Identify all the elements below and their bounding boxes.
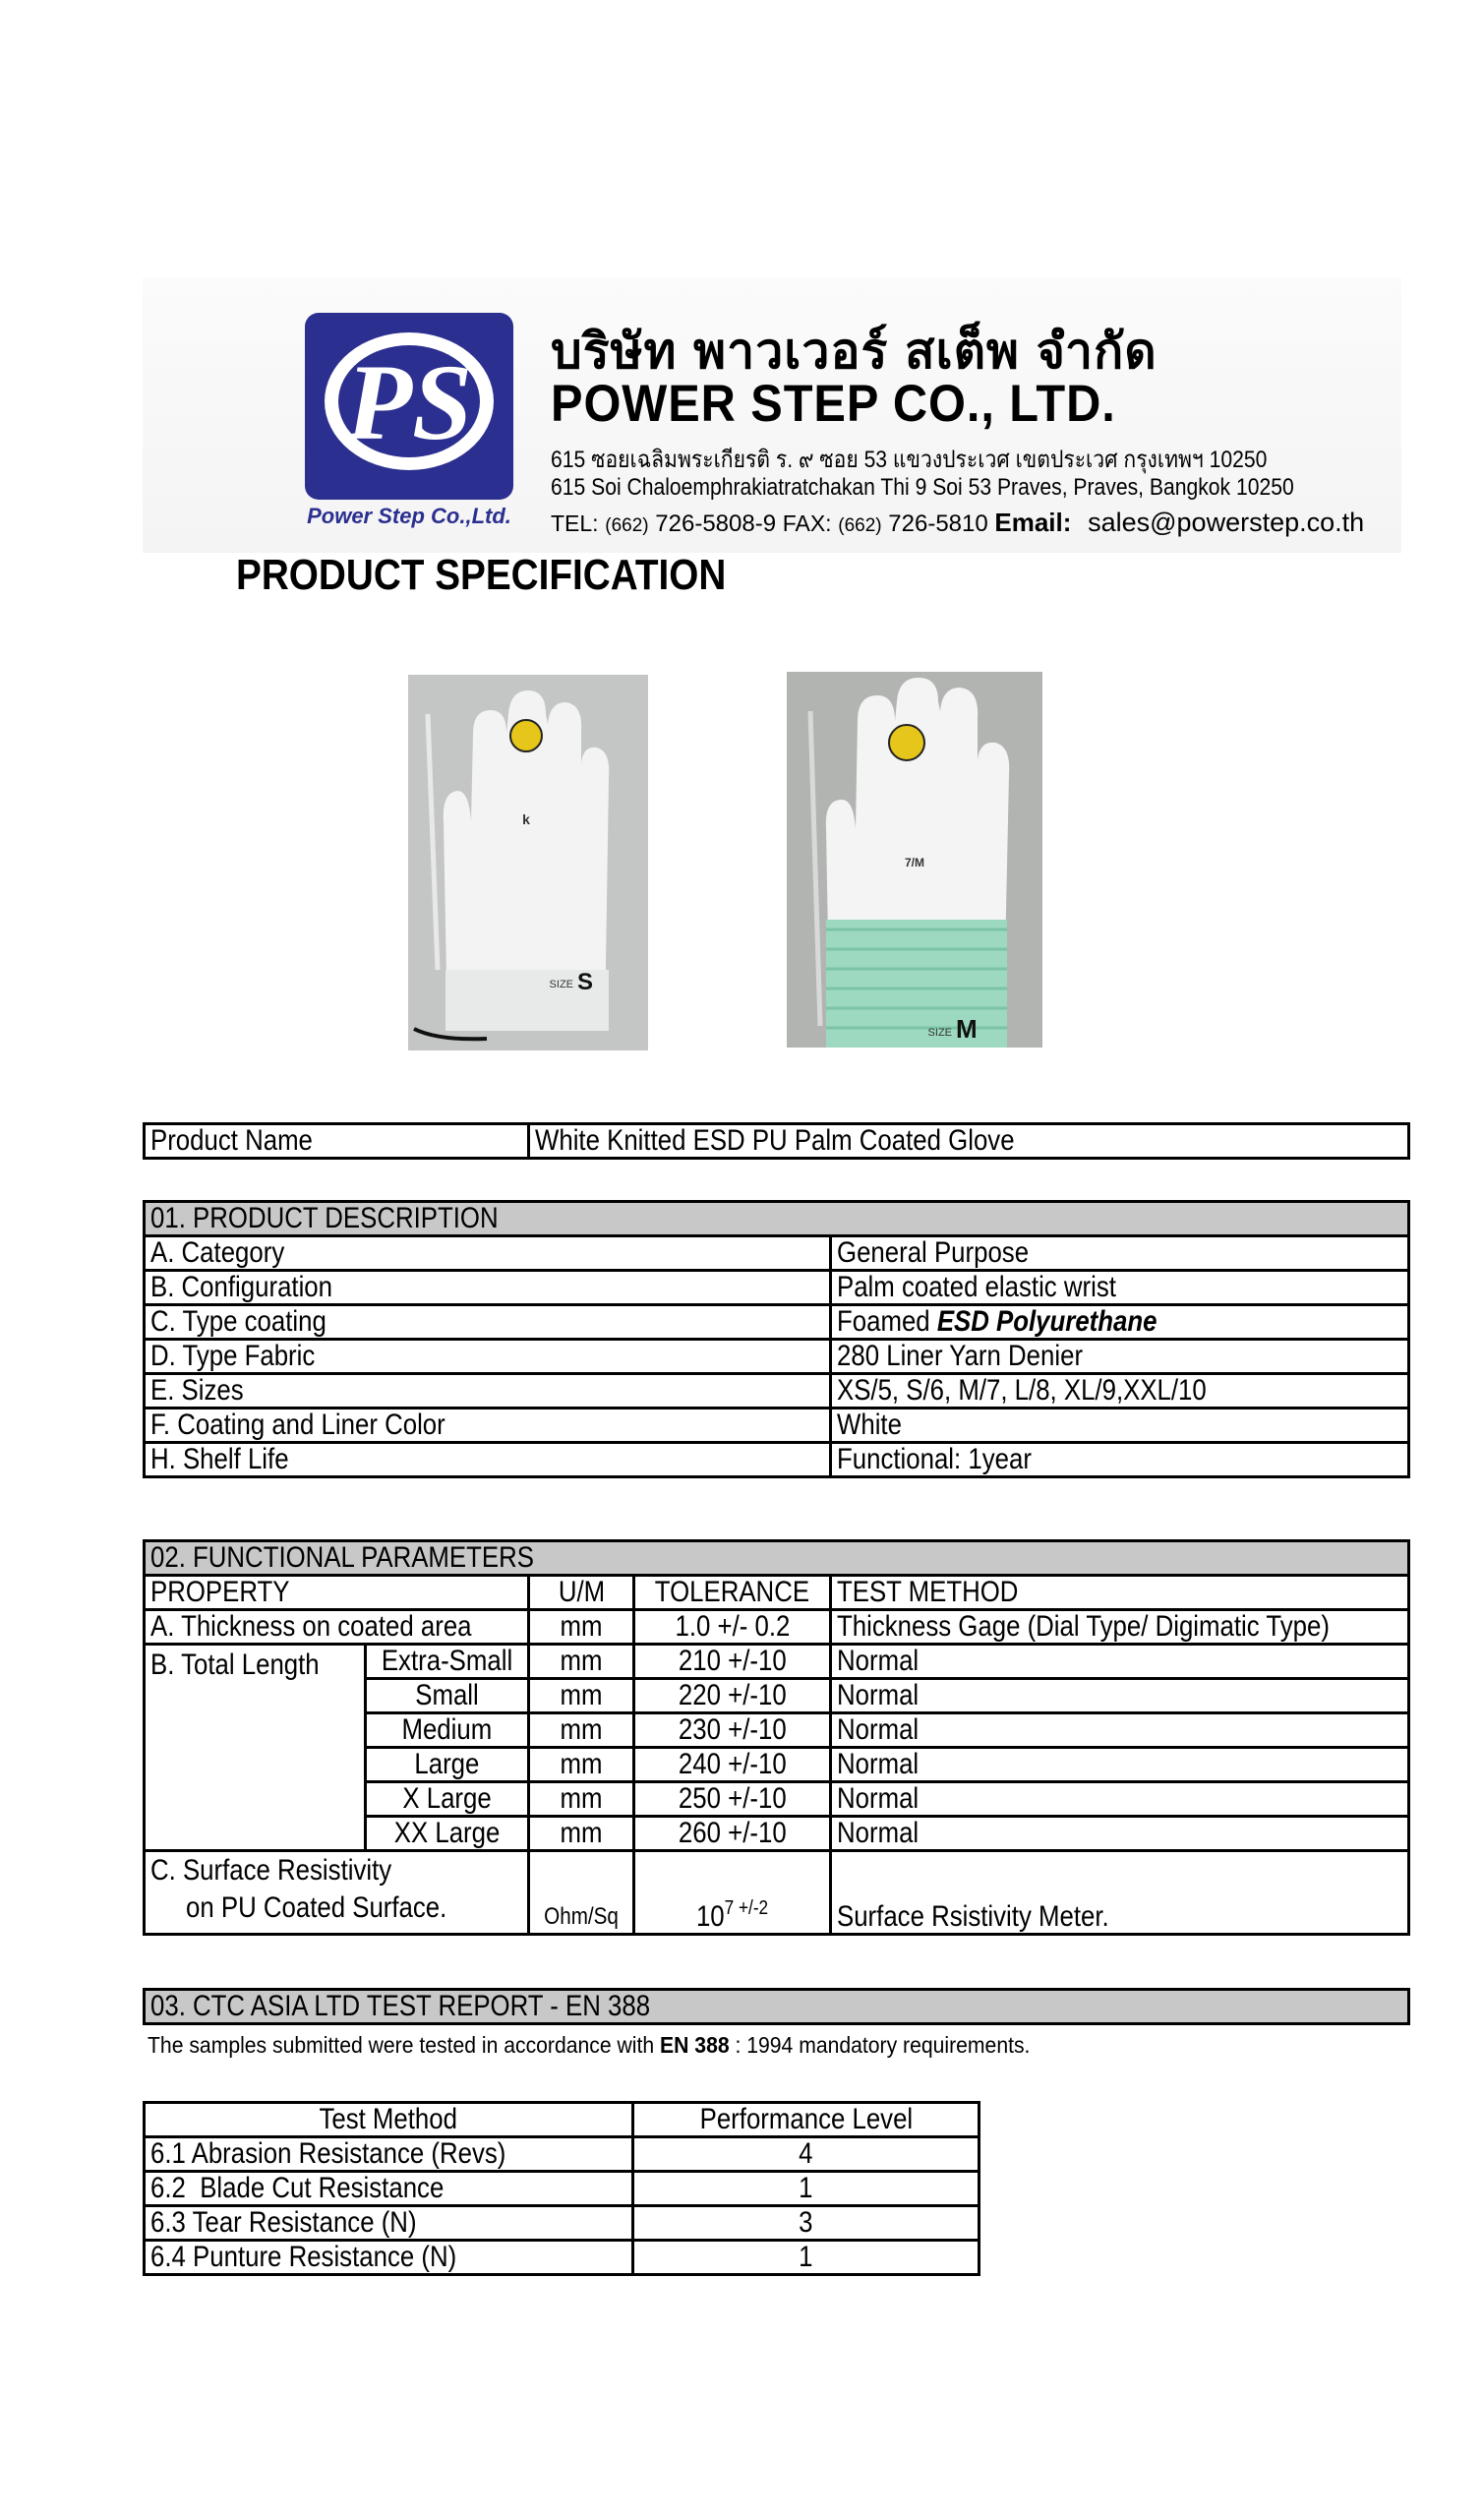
glove-s-image <box>408 675 648 1050</box>
functional-parameters-heading: 02. FUNCTIONAL PARAMETERS <box>145 1541 1409 1576</box>
perf-method: 6.1 Abrasion Resistance (Revs) <box>145 2137 633 2172</box>
product-photo-size-m <box>787 672 1042 1048</box>
length-size: Small <box>366 1679 529 1713</box>
svg-text:7/M: 7/M <box>904 856 925 869</box>
fax-label: FAX: <box>782 510 832 536</box>
ctc-report-table <box>143 1988 1410 2025</box>
table-row <box>145 2172 979 2206</box>
type-coating-value: Foamed ESD Polyurethane <box>831 1305 1409 1340</box>
length-size: Extra-Small <box>366 1645 529 1679</box>
address-english: 615 Soi Chaloemphrakiatratchakan Thi 9 Soi 53 Praves, Praves, Bangkok 10250 <box>551 474 1294 501</box>
fax-country-code: (662) <box>838 515 882 536</box>
length-method: Normal <box>831 1782 1409 1817</box>
tel-label: TEL: <box>551 510 599 536</box>
product-name-table <box>143 1122 1410 1160</box>
configuration-label: B. Configuration <box>145 1271 831 1305</box>
length-size: Medium <box>366 1713 529 1748</box>
svg-text:SIZE: SIZE <box>927 1027 952 1039</box>
product-photo-size-s <box>408 675 648 1050</box>
thickness-tolerance: 1.0 +/- 0.2 <box>634 1610 831 1645</box>
company-name-english: POWER STEP CO., LTD. <box>551 375 1116 433</box>
col-header-property: PROPERTY <box>145 1576 529 1610</box>
length-method: Normal <box>831 1713 1409 1748</box>
perf-method: 6.2 Blade Cut Resistance <box>145 2172 633 2206</box>
category-label: A. Category <box>145 1236 831 1271</box>
table-row <box>145 1409 1409 1443</box>
color-value: White <box>831 1409 1409 1443</box>
tel-country-code: (662) <box>605 515 649 536</box>
length-tolerance: 260 +/-10 <box>634 1817 831 1851</box>
svg-text:Power Step Co.,Ltd.: Power Step Co.,Ltd. <box>307 504 511 528</box>
length-um: mm <box>529 1679 634 1713</box>
length-method: Normal <box>831 1817 1409 1851</box>
resistivity-um: Ohm/Sq <box>529 1851 634 1935</box>
svg-text:M: M <box>956 1014 978 1044</box>
functional-parameters-table <box>143 1539 1410 1936</box>
col-header-tolerance: TOLERANCE <box>634 1576 831 1610</box>
perf-method: 6.4 Punture Resistance (N) <box>145 2241 633 2275</box>
length-tolerance: 220 +/-10 <box>634 1679 831 1713</box>
product-description-table <box>143 1200 1410 1478</box>
resistivity-label: C. Surface Resistivity on PU Coated Surface. <box>145 1851 529 1935</box>
table-row <box>145 1610 1409 1645</box>
ctc-report-heading: 03. CTC ASIA LTD TEST REPORT - EN 388 <box>145 1990 1409 2024</box>
table-row <box>145 1443 1409 1477</box>
shelf-life-value: Functional: 1year <box>831 1443 1409 1477</box>
length-um: mm <box>529 1782 634 1817</box>
shelf-life-label: H. Shelf Life <box>145 1443 831 1477</box>
type-fabric-label: D. Type Fabric <box>145 1340 831 1374</box>
length-method: Normal <box>831 1748 1409 1782</box>
performance-table <box>143 2101 980 2276</box>
type-fabric-value: 280 Liner Yarn Denier <box>831 1340 1409 1374</box>
thickness-label: A. Thickness on coated area <box>145 1610 529 1645</box>
tel-number: 726-5808-9 <box>655 510 777 537</box>
length-tolerance: 240 +/-10 <box>634 1748 831 1782</box>
thickness-um: mm <box>529 1610 634 1645</box>
product-name-value: White Knitted ESD PU Palm Coated Glove <box>529 1124 1409 1159</box>
table-row <box>145 1340 1409 1374</box>
svg-text:S: S <box>577 969 594 995</box>
column-header-row <box>145 1576 1409 1610</box>
sizes-label: E. Sizes <box>145 1374 831 1409</box>
resistivity-tolerance: $10^{7 +/-2}$ <box>634 1851 831 1935</box>
table-row <box>145 2241 979 2275</box>
length-um: mm <box>529 1748 634 1782</box>
fax-number: 726-5810 <box>888 510 988 537</box>
table-row <box>145 2206 979 2241</box>
column-header-row <box>145 2103 979 2137</box>
document-title: PRODUCT SPECIFICATION <box>236 551 727 599</box>
table-row <box>145 1645 1409 1679</box>
length-um: mm <box>529 1645 634 1679</box>
address-thai: 615 ซอยเฉลิมพระเกียรติ ร. ๙ ซอย 53 แขวงประเวศ เขตประเวศ กรุงเทพฯ 10250 <box>551 447 1268 473</box>
product-description-heading-row <box>145 1202 1409 1236</box>
length-tolerance: 210 +/-10 <box>634 1645 831 1679</box>
product-name-row <box>145 1124 1409 1159</box>
glove-m-image <box>787 672 1042 1048</box>
length-method: Normal <box>831 1645 1409 1679</box>
test-standard: EN 388 <box>660 2032 730 2058</box>
length-size: Large <box>366 1748 529 1782</box>
table-row <box>145 1374 1409 1409</box>
length-tolerance: 230 +/-10 <box>634 1713 831 1748</box>
company-name-thai: บริษัท พาวเวอร์ สเต็พ จำกัด <box>551 323 1158 380</box>
table-row <box>145 1271 1409 1305</box>
col-header-test-method: Test Method <box>145 2103 633 2137</box>
perf-method: 6.3 Tear Resistance (N) <box>145 2206 633 2241</box>
resistivity-method: Surface Rsistivity Meter. <box>831 1851 1409 1935</box>
test-note: The samples submitted were tested in accordance with EN 388 : 1994 mandatory requirements. <box>148 2032 1031 2058</box>
total-length-label: B. Total Length <box>145 1645 366 1851</box>
email-label: Email: <box>994 508 1072 537</box>
perf-level: 4 <box>633 2137 979 2172</box>
svg-text:SIZE: SIZE <box>549 979 573 990</box>
color-label: F. Coating and Liner Color <box>145 1409 831 1443</box>
type-coating-label: C. Type coating <box>145 1305 831 1340</box>
perf-level: 1 <box>633 2241 979 2275</box>
email-address: sales@powerstep.co.th <box>1088 508 1365 537</box>
functional-parameters-heading-row <box>145 1541 1409 1576</box>
company-logo <box>305 313 513 531</box>
table-row <box>145 1305 1409 1340</box>
ctc-report-heading-row <box>145 1990 1409 2024</box>
table-row <box>145 2137 979 2172</box>
col-header-um: U/M <box>529 1576 634 1610</box>
configuration-value: Palm coated elastic wrist <box>831 1271 1409 1305</box>
length-size: XX Large <box>366 1817 529 1851</box>
length-method: Normal <box>831 1679 1409 1713</box>
perf-level: 1 <box>633 2172 979 2206</box>
col-header-test-method: TEST METHOD <box>831 1576 1409 1610</box>
svg-text:k: k <box>522 811 530 827</box>
product-description-heading: 01. PRODUCT DESCRIPTION <box>145 1202 1409 1236</box>
category-value: General Purpose <box>831 1236 1409 1271</box>
table-row <box>145 1851 1409 1935</box>
thickness-method: Thickness Gage (Dial Type/ Digimatic Type) <box>831 1610 1409 1645</box>
length-um: mm <box>529 1817 634 1851</box>
length-um: mm <box>529 1713 634 1748</box>
perf-level: 3 <box>633 2206 979 2241</box>
product-name-label: Product Name <box>145 1124 529 1159</box>
length-size: X Large <box>366 1782 529 1817</box>
svg-text:PS: PS <box>345 342 473 462</box>
sizes-value: XS/5, S/6, M/7, L/8, XL/9,XXL/10 <box>831 1374 1409 1409</box>
contact-line <box>551 508 1364 538</box>
length-tolerance: 250 +/-10 <box>634 1782 831 1817</box>
table-row <box>145 1236 1409 1271</box>
col-header-performance-level: Performance Level <box>633 2103 979 2137</box>
